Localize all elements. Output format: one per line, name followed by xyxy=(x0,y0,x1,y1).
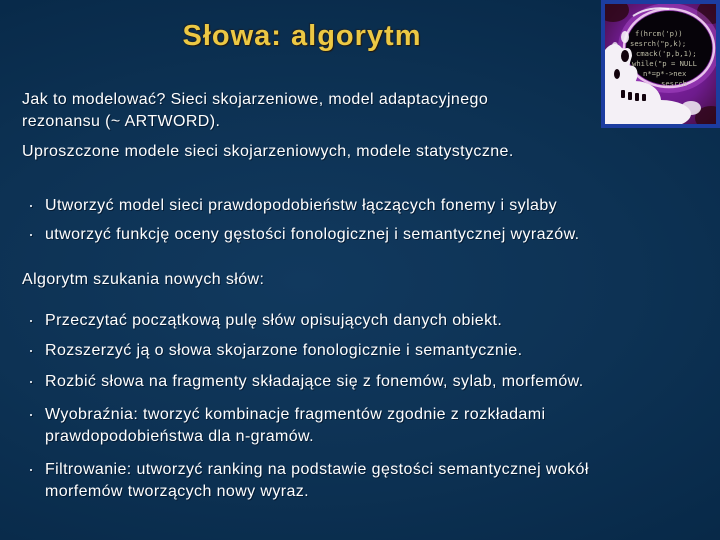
svg-text:cmack('p,b,1);: cmack('p,b,1); xyxy=(636,49,697,58)
bullet-dot-icon: · xyxy=(28,459,35,479)
bullet-dot-icon: · xyxy=(28,371,35,391)
head-xray-graphic xyxy=(605,4,716,124)
step-bullet-1 xyxy=(28,310,502,332)
goal-bullet-1 xyxy=(28,195,557,217)
text-line: Rozszerzyć ją o słowa skojarzone fonologicznie i semantycznie. xyxy=(45,342,523,359)
svg-text:n*=p*->nex: n*=p*->nex xyxy=(643,69,687,78)
text-line: prawdopodobieństwa dla n-gramów. xyxy=(45,428,314,445)
bullet-dot-icon: · xyxy=(28,310,35,330)
slide-title: Słowa: algorytm xyxy=(182,20,422,52)
text-line: Uproszczone modele sieci skojarzeniowych, modele statystyczne. xyxy=(22,143,514,160)
text-line: rezonansu (~ ARTWORD). xyxy=(22,113,221,130)
step-bullet-4 xyxy=(28,404,545,448)
bullet-dot-icon: · xyxy=(28,404,35,424)
text-line: Algorytm szukania nowych słów: xyxy=(22,271,265,288)
svg-text:while("p = NULL: while("p = NULL xyxy=(632,59,697,68)
bullet-dot-icon: · xyxy=(28,224,35,244)
svg-text:sesrch("p,k);: sesrch("p,k); xyxy=(630,39,687,48)
bullet-dot-icon: · xyxy=(28,340,35,360)
text-line: Przeczytać początkową pulę słów opisujących danych obiekt. xyxy=(45,312,503,329)
svg-text:f(hrcm('p)): f(hrcm('p)) xyxy=(635,29,683,38)
step-bullet-2 xyxy=(28,340,522,362)
text-line: Jak to modelować? Sieci skojarzeniowe, model adaptacyjnego xyxy=(22,91,489,108)
text-line: Filtrowanie: utworzyć ranking na podstawie gęstości semantycznej wokół xyxy=(45,461,589,478)
text-line: utworzyć funkcję oceny gęstości fonologicznej i semantycznej wyrazów. xyxy=(45,226,580,243)
text-line: Wyobraźnia: tworzyć kombinacje fragmentów zgodnie z rozkładami xyxy=(45,406,546,423)
head-xray-image xyxy=(601,0,720,128)
svg-text:sesrch: sesrch xyxy=(661,79,687,88)
goal-bullet-2 xyxy=(28,224,580,246)
text-line: morfemów tworzących nowy wyraz. xyxy=(45,483,310,500)
step-bullet-3 xyxy=(28,371,584,393)
algorithm-heading xyxy=(22,269,264,291)
text-line: Rozbić słowa na fragmenty składające się z fonemów, sylab, morfemów. xyxy=(45,373,584,390)
bullet-dot-icon: · xyxy=(28,195,35,215)
step-bullet-5 xyxy=(28,459,589,503)
intro-paragraph-1 xyxy=(22,89,488,133)
text-line: Utworzyć model sieci prawdopodobieństw łączących fonemy i sylaby xyxy=(45,197,558,214)
intro-paragraph-2 xyxy=(22,141,514,163)
